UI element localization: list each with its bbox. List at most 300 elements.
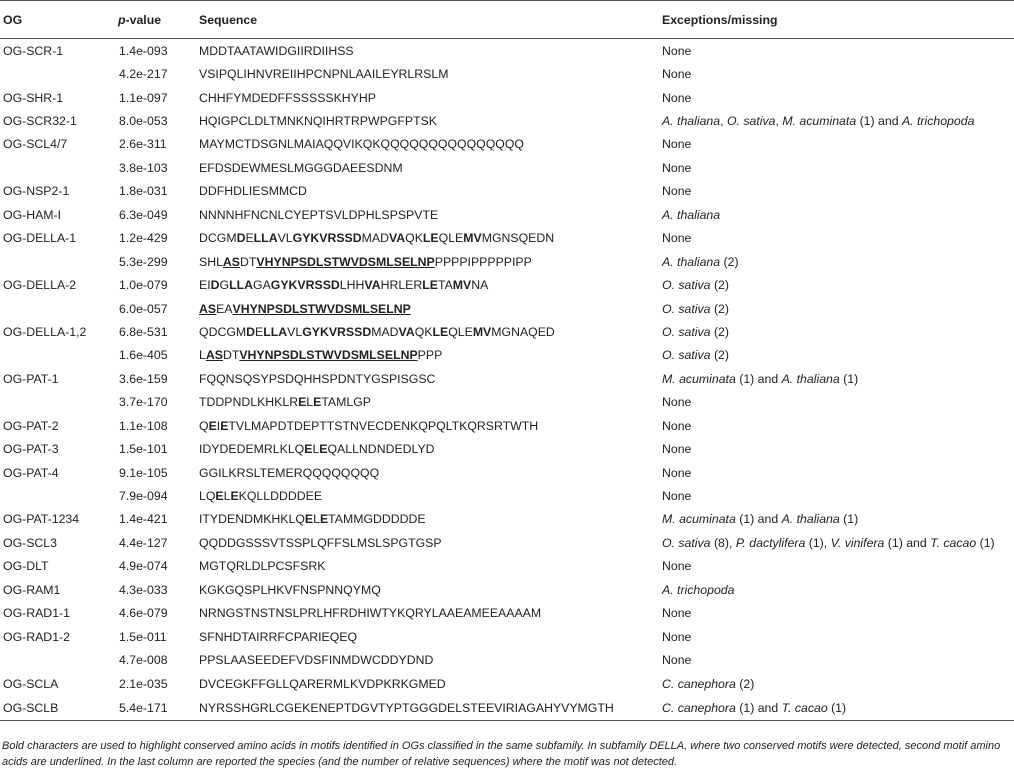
sequence-segment: L — [313, 512, 320, 527]
table-row — [0, 602, 1014, 625]
sequence-segment: NNNNHFNCNLCYEPTSVLDPHLSPSPVTE — [199, 207, 439, 222]
header-pvalue — [115, 1, 196, 39]
og-cell — [0, 250, 115, 273]
exception-segment: A. thaliana — [662, 114, 721, 129]
exception-segment: A. thaliana — [662, 254, 721, 269]
exception-segment: T. cacao — [930, 535, 977, 550]
og-cell: OG-HAM-I — [3, 207, 62, 222]
table-body — [0, 39, 1014, 721]
sequence-segment: VHYNPSDLSTWVDSMLSELNP — [239, 348, 418, 363]
sequence-segment: D — [210, 278, 220, 293]
sequence-segment: KGKGQSPLHKVFNSPNNQYMQ — [199, 582, 381, 597]
pvalue-cell: 4.3e-033 — [119, 582, 168, 597]
exception-segment: M. acuminata — [782, 114, 857, 129]
pvalue-cell: 1.8e-031 — [119, 184, 168, 199]
sequence-segment: AS — [222, 254, 241, 269]
exceptions-cell — [659, 672, 1014, 695]
og-cell: OG-DELLA-2 — [3, 278, 77, 293]
sequence-cell — [196, 109, 659, 132]
exception-segment: (1) and — [884, 535, 931, 550]
sequence-cell — [196, 62, 659, 85]
pvalue-cell: 3.6e-159 — [119, 371, 168, 386]
exception-segment: None — [662, 629, 692, 644]
exceptions-cell — [659, 109, 1014, 132]
sequence-segment: LE — [432, 324, 449, 339]
og-cell — [0, 391, 115, 414]
pvalue-cell: 1.0e-079 — [119, 278, 168, 293]
exception-segment: None — [662, 231, 692, 246]
sequence-cell — [196, 133, 659, 156]
exceptions-cell — [659, 555, 1014, 578]
sequence-segment: HRLER — [380, 278, 423, 293]
sequence-cell — [196, 461, 659, 484]
og-cell: OG-DLT — [3, 559, 49, 574]
exceptions-cell — [659, 39, 1014, 63]
pvalue-cell: 2.6e-311 — [119, 137, 167, 152]
table-row — [0, 414, 1014, 437]
exception-segment: (2) — [720, 254, 739, 269]
header-pvalue-rest: -value — [125, 12, 162, 27]
pvalue-cell: 6.0e-057 — [119, 301, 168, 316]
sequence-segment: MGNSQEDN — [481, 231, 555, 246]
exception-segment: None — [662, 465, 692, 480]
sequence-segment: E — [313, 395, 322, 410]
table-row — [0, 531, 1014, 554]
sequence-segment: ITYDENDMKHKLQ — [199, 512, 305, 527]
exception-segment: None — [662, 489, 692, 504]
sequence-segment: VA — [398, 324, 415, 339]
pvalue-cell: 1.1e-097 — [119, 90, 168, 105]
sequence-segment: GYKVRSSD — [302, 324, 372, 339]
og-cell: OG-RAD1-1 — [3, 606, 70, 621]
exceptions-cell — [659, 648, 1014, 671]
sequence-segment: AS — [205, 348, 223, 363]
og-cell: OG-NSP2-1 — [3, 184, 70, 199]
sequence-segment: QK — [405, 231, 423, 246]
table-row — [0, 203, 1014, 226]
table-row — [0, 273, 1014, 296]
exceptions-cell — [659, 625, 1014, 648]
og-cell — [0, 62, 115, 85]
sequence-segment: VHYNPSDLSTWVDSMLSELNP — [232, 301, 411, 316]
pvalue-cell: 7.9e-094 — [119, 489, 168, 504]
table-row — [0, 39, 1014, 63]
exception-segment: (1) and — [856, 114, 902, 129]
sequence-segment: VL — [277, 231, 293, 246]
table-row — [0, 62, 1014, 85]
table-row — [0, 648, 1014, 671]
exception-segment: None — [662, 90, 692, 105]
sequence-segment: EFDSDEWMESLMGGGDAEESDNM — [199, 160, 403, 175]
exceptions-cell — [659, 437, 1014, 460]
exceptions-cell — [659, 461, 1014, 484]
exceptions-cell — [659, 320, 1014, 343]
sequence-segment: E — [319, 442, 328, 457]
exception-segment: C. canephora — [662, 676, 736, 691]
sequence-segment: E — [304, 442, 313, 457]
exception-segment: (1) — [976, 535, 995, 550]
sequence-cell — [196, 250, 659, 273]
sequence-cell — [196, 484, 659, 507]
exception-segment: (2) — [710, 301, 729, 316]
pvalue-cell: 3.8e-103 — [119, 160, 168, 175]
sequence-segment: MV — [463, 231, 482, 246]
sequence-segment: L — [199, 348, 206, 363]
exception-segment: P. dactylifera — [735, 535, 806, 550]
exception-segment: (1) — [839, 371, 859, 386]
exception-segment: A. thaliana — [662, 207, 721, 222]
sequence-cell — [196, 391, 659, 414]
sequence-segment: E — [208, 418, 217, 433]
og-cell: OG-DELLA-1 — [3, 231, 77, 246]
table-row — [0, 391, 1014, 414]
pvalue-cell: 1.2e-429 — [119, 231, 168, 246]
sequence-segment: E — [230, 489, 239, 504]
exceptions-cell — [659, 250, 1014, 273]
sequence-segment: QDCGM — [199, 324, 247, 339]
sequence-segment: E — [298, 395, 307, 410]
sequence-segment: E — [304, 512, 314, 527]
sequence-segment: TAMMGDDDDDE — [328, 512, 426, 527]
sequence-cell — [196, 156, 659, 179]
og-cell — [0, 648, 115, 671]
sequence-cell — [196, 344, 659, 367]
sequence-segment: LE — [422, 278, 438, 293]
exceptions-cell — [659, 695, 1014, 721]
sequence-segment: VHYNPSDLSTWVDSMLSELNP — [256, 254, 435, 269]
pvalue-cell: 3.7e-170 — [119, 395, 168, 410]
sequence-segment: VSIPQLIHNVREIIHPCNPNLAAILEYRLRSLM — [199, 67, 449, 82]
sequence-segment: SHL — [199, 254, 223, 269]
sequence-segment: E — [255, 324, 264, 339]
sequence-segment: DT — [240, 254, 257, 269]
exception-segment: None — [662, 137, 692, 152]
exceptions-cell — [659, 156, 1014, 179]
table-row — [0, 508, 1014, 531]
exception-segment: None — [662, 160, 692, 175]
sequence-segment: MV — [452, 278, 472, 293]
sequence-segment: LLA — [253, 231, 278, 246]
exceptions-cell — [659, 297, 1014, 320]
sequence-cell — [196, 180, 659, 203]
sequence-segment: LHH — [339, 278, 365, 293]
exceptions-cell — [659, 180, 1014, 203]
sequence-segment: VL — [287, 324, 303, 339]
pvalue-cell: 1.4e-421 — [119, 512, 168, 527]
sequence-cell — [196, 437, 659, 460]
table-header — [0, 1, 1014, 39]
og-cell — [0, 484, 115, 507]
sequence-segment: MGNAQED — [491, 324, 555, 339]
exception-segment: O. sativa — [726, 114, 776, 129]
og-cell: OG-PAT-1234 — [3, 512, 80, 527]
exceptions-cell — [659, 508, 1014, 531]
pvalue-cell: 9.1e-105 — [119, 465, 168, 480]
og-cell: OG-PAT-1 — [3, 371, 59, 386]
header-sequence: Sequence — [196, 1, 659, 39]
exceptions-cell — [659, 133, 1014, 156]
table-row — [0, 227, 1014, 250]
sequence-segment: D — [236, 231, 246, 246]
sequence-segment: E — [245, 231, 254, 246]
sequence-segment: LLA — [263, 324, 288, 339]
sequence-segment: D — [246, 324, 256, 339]
table-row — [0, 695, 1014, 721]
sequence-segment: DT — [222, 348, 240, 363]
sequence-segment: E — [319, 512, 329, 527]
sequence-segment: MAD — [371, 324, 399, 339]
pvalue-cell: 1.5e-011 — [119, 629, 167, 644]
og-cell — [0, 344, 115, 367]
exception-segment: (1) — [839, 512, 859, 527]
exception-segment: None — [662, 442, 692, 457]
exceptions-cell — [659, 391, 1014, 414]
sequence-cell — [196, 86, 659, 109]
table-row — [0, 437, 1014, 460]
exception-segment: O. sativa — [662, 301, 711, 316]
exception-segment: None — [662, 418, 692, 433]
table-row — [0, 297, 1014, 320]
exceptions-cell — [659, 344, 1014, 367]
sequence-segment: KQLLDDDDEE — [238, 489, 323, 504]
og-cell: OG-PAT-4 — [3, 465, 59, 480]
sequence-segment: DDFHDLIESMMCD — [199, 184, 307, 199]
exception-segment: None — [662, 559, 692, 574]
pvalue-cell: 1.5e-101 — [119, 442, 168, 457]
pvalue-cell: 5.4e-171 — [115, 695, 196, 721]
sequence-segment: L — [223, 489, 231, 504]
exception-segment: , — [775, 114, 783, 129]
sequence-segment: DVCEGKFFGLLQARERMLKVDPKRKGMED — [199, 676, 446, 691]
exception-segment: (1) and — [735, 700, 782, 715]
sequence-cell — [196, 695, 659, 721]
sequence-segment: L — [312, 442, 320, 457]
exception-segment: None — [662, 395, 692, 410]
og-cell: OG-RAD1-2 — [3, 629, 70, 644]
sequence-segment: TDDPNDLKHKLR — [199, 395, 299, 410]
sequence-segment: PPP — [417, 348, 443, 363]
sequence-segment: QLE — [448, 324, 473, 339]
sequence-segment: LE — [422, 231, 439, 246]
pvalue-cell: 6.3e-049 — [119, 207, 168, 222]
sequence-segment: PPPPIPPPPPIPP — [434, 254, 532, 269]
sequence-segment: HQIGPCLDLTMNKNQIHRTRPWPGFPTSK — [199, 114, 437, 129]
exceptions-cell — [659, 414, 1014, 437]
sequence-segment: VA — [388, 231, 406, 246]
sequence-cell — [196, 297, 659, 320]
sequence-segment: GGILKRSLTEMERQQQQQQQQ — [199, 465, 380, 480]
pvalue-cell: 1.6e-405 — [119, 348, 168, 363]
exception-segment: C. canephora — [662, 700, 736, 715]
sequence-cell — [196, 602, 659, 625]
sequence-segment: MAYMCTDSGNLMAIAQQVIKQKQQQQQQQQQQQQQQQ — [199, 137, 524, 152]
exception-segment: None — [662, 606, 692, 621]
table-row — [0, 578, 1014, 601]
sequence-segment: PPSLAASEEDEFVDSFINMDWCDDYDND — [199, 653, 434, 668]
sequence-segment: EI — [199, 278, 211, 293]
sequence-cell — [196, 39, 659, 63]
table-row — [0, 344, 1014, 367]
exception-segment: V. vinifera — [830, 535, 885, 550]
exception-segment: None — [662, 67, 692, 82]
exceptions-cell — [659, 203, 1014, 226]
sequence-segment: Q — [199, 418, 209, 433]
sequence-segment: FQQNSQSYPSDQHHSPDNTYGSPISGSC — [199, 371, 436, 386]
sequence-segment: DCGM — [199, 231, 237, 246]
sequence-segment: NYRSSHGRLCGEKENEPTDGVTYPTGGGDELSTEEVIRIAGAHYVYMGTH — [199, 700, 614, 715]
exception-segment: None — [662, 184, 692, 199]
table-footnote: Bold characters are used to highlight conserved amino acids in motifs identified in OGs classified in the same subfamily. In subfamily DELLA, where two conserved motifs were detected, second motif amino acids are underlined. In the last column are reported the species (and the number of relative sequences) where the motif was not detected. — [2, 740, 1001, 768]
sequence-segment: I — [216, 418, 221, 433]
og-cell: OG-PAT-3 — [3, 442, 59, 457]
pvalue-cell: 1.1e-108 — [119, 418, 168, 433]
table-row — [0, 109, 1014, 132]
table-row — [0, 461, 1014, 484]
pvalue-cell: 4.4e-127 — [119, 535, 168, 550]
sequence-segment: TAMLGP — [321, 395, 371, 410]
sequence-segment: NA — [471, 278, 489, 293]
sequence-cell — [196, 531, 659, 554]
exception-segment: A. thaliana — [781, 371, 840, 386]
sequence-segment: MAD — [361, 231, 389, 246]
sequence-segment: LLA — [229, 278, 253, 293]
pvalue-cell: 4.9e-074 — [119, 559, 168, 574]
sequence-segment: QALLNDNDEDLYD — [327, 442, 435, 457]
sequence-segment: TA — [437, 278, 453, 293]
table-row — [0, 367, 1014, 390]
table-row — [0, 180, 1014, 203]
pvalue-cell: 2.1e-035 — [119, 676, 168, 691]
exceptions-cell — [659, 602, 1014, 625]
exceptions-cell — [659, 367, 1014, 390]
exceptions-cell — [659, 86, 1014, 109]
sequence-cell — [196, 555, 659, 578]
sequence-segment: MGTQRLDLPCSFSRK — [199, 559, 326, 574]
og-cell: OG-DELLA-1,2 — [3, 324, 87, 339]
pvalue-cell: 8.0e-053 — [119, 114, 168, 129]
exception-segment: M. acuminata — [662, 512, 736, 527]
exception-segment: (1) — [827, 700, 847, 715]
sequence-cell — [196, 648, 659, 671]
pvalue-cell: 4.2e-217 — [119, 67, 168, 82]
pvalue-cell: 4.7e-008 — [119, 653, 168, 668]
sequence-segment: E — [220, 418, 229, 433]
og-cell: OG-SHR-1 — [3, 90, 64, 105]
exception-segment: O. sativa — [662, 535, 711, 550]
sequence-segment: CHHFYMDEDFFSSSSSKHYHP — [199, 90, 376, 105]
og-cell — [0, 156, 115, 179]
og-cell: OG-PAT-2 — [3, 418, 59, 433]
og-cell: OG-SCLA — [3, 676, 59, 691]
sequence-segment: G — [219, 278, 230, 293]
pvalue-cell: 4.6e-079 — [119, 606, 168, 621]
pvalue-cell: 1.4e-093 — [119, 43, 168, 58]
sequence-cell — [196, 227, 659, 250]
table-row — [0, 320, 1014, 343]
sequence-segment: VA — [364, 278, 381, 293]
sequence-segment: LQ — [199, 489, 216, 504]
og-cell: OG-SCR-1 — [3, 43, 64, 58]
exception-segment: (8), — [710, 535, 736, 550]
exception-segment: O. sativa — [662, 324, 711, 339]
sequence-segment: QK — [414, 324, 433, 339]
header-exceptions: Exceptions/missing — [659, 1, 1014, 39]
sequence-cell — [196, 508, 659, 531]
exceptions-cell — [659, 484, 1014, 507]
exception-segment: (2) — [735, 676, 755, 691]
sequence-segment: EA — [216, 301, 233, 316]
exceptions-cell — [659, 531, 1014, 554]
exception-segment: (2) — [710, 324, 729, 339]
table-row — [0, 672, 1014, 695]
exception-segment: A. trichopoda — [901, 114, 975, 129]
og-cell: OG-SCR32-1 — [3, 114, 77, 129]
sequence-segment: AS — [199, 301, 217, 316]
sequence-cell — [196, 625, 659, 648]
og-cell: OG-SCL3 — [3, 535, 57, 550]
sequence-cell — [196, 672, 659, 695]
table-row — [0, 250, 1014, 273]
header-pvalue-italic: p — [118, 12, 126, 27]
sequence-segment: TVLMAPDTDEPTTSTNVECDENKQPQLTKQRSRTWTH — [228, 418, 539, 433]
sequence-segment: L — [306, 395, 314, 410]
og-cell — [0, 297, 115, 320]
exception-segment: (2) — [710, 278, 729, 293]
sequence-cell — [196, 203, 659, 226]
og-cell: OG-RAM1 — [3, 582, 61, 597]
sequence-cell — [196, 367, 659, 390]
header-og: OG — [0, 1, 115, 39]
table-row — [0, 133, 1014, 156]
table-row — [0, 86, 1014, 109]
exception-segment: A. trichopoda — [662, 582, 735, 597]
sequence-segment: QLE — [438, 231, 464, 246]
pvalue-cell: 5.3e-299 — [119, 254, 168, 269]
exception-segment: T. cacao — [781, 700, 828, 715]
exceptions-cell — [659, 578, 1014, 601]
exception-segment: (1) and — [735, 371, 782, 386]
sequence-segment: QQDDGSSSVTSSPLQFFSLMSLSPGTGSP — [199, 535, 442, 550]
sequence-segment: GYKVRSSD — [270, 278, 340, 293]
sequence-segment: MDDTAATAWIDGIIRDIIHSS — [199, 43, 354, 58]
exception-segment: O. sativa — [662, 278, 711, 293]
exception-segment: O. sativa — [662, 348, 711, 363]
sequence-segment: E — [215, 489, 224, 504]
table-row — [0, 625, 1014, 648]
sequence-segment: IDYDEDEMRLKLQ — [199, 442, 305, 457]
sequence-segment: GA — [253, 278, 271, 293]
exceptions-cell — [659, 62, 1014, 85]
exceptions-cell — [659, 227, 1014, 250]
sequence-cell — [196, 414, 659, 437]
sequence-segment: GYKVRSSD — [292, 231, 362, 246]
og-cell: OG-SCL4/7 — [3, 137, 68, 152]
sequence-segment: MV — [472, 324, 492, 339]
exceptions-cell — [659, 273, 1014, 296]
exception-segment: M. acuminata — [662, 371, 736, 386]
og-cell: OG-SCLB — [0, 695, 115, 721]
sequence-cell — [196, 578, 659, 601]
sequence-segment: SFNHDTAIRRFCPARIEQEQ — [199, 629, 358, 644]
exception-segment: None — [662, 653, 692, 668]
exception-segment: A. thaliana — [781, 512, 840, 527]
exception-segment: (1) and — [735, 512, 782, 527]
sequence-segment: NRNGSTNSTNSLPRLHFRDHIWTYKQRYLAAEAMEEAAAAM — [199, 606, 542, 621]
pvalue-cell: 6.8e-531 — [119, 324, 168, 339]
sequence-cell — [196, 320, 659, 343]
exception-segment: , — [720, 114, 727, 129]
header-row — [0, 1, 1014, 39]
